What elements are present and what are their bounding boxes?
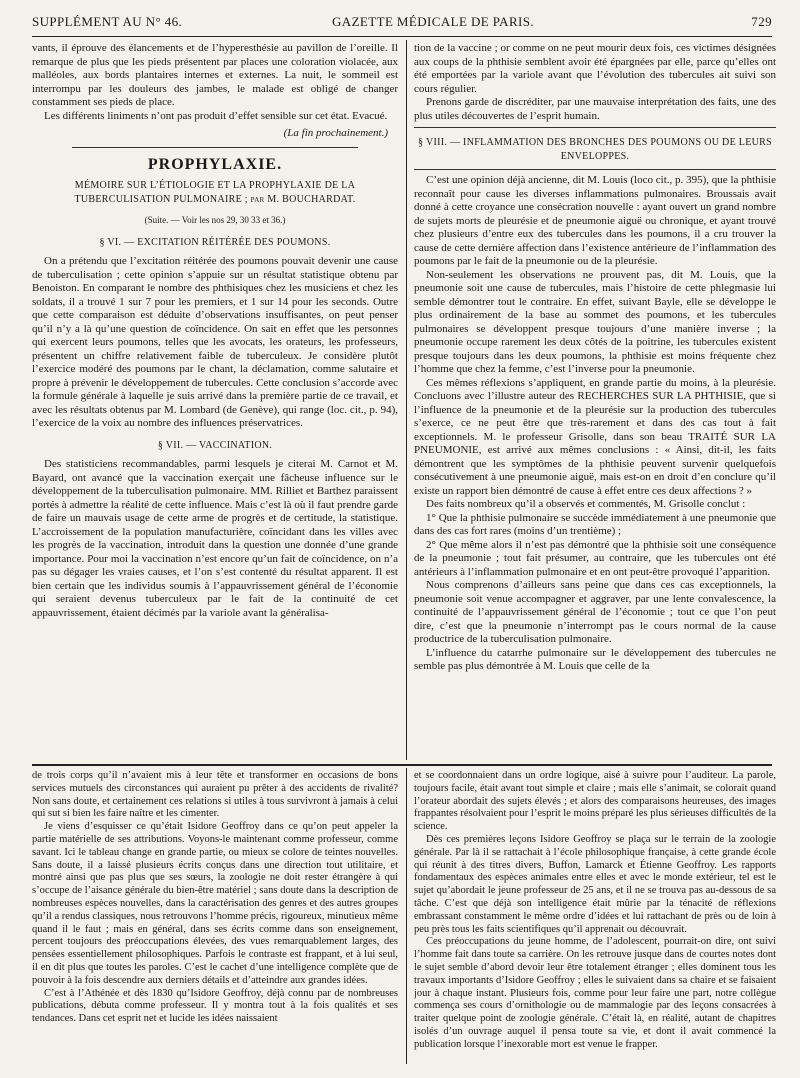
section-6-heading: § VI. — EXCITATION RÉITÉRÉE DES POUMONS. xyxy=(99,236,331,248)
article-title: PROPHYLAXIE. xyxy=(147,155,283,173)
vaccine-conclusion: Prenons garde de discréditer, par une mauvaise interprétation des faits, une des plus utiles découvertes de l’esprit humain. xyxy=(414,96,776,122)
journal-title: GAZETTE MÉDICALE DE PARIS. xyxy=(332,14,535,29)
header-rule xyxy=(32,36,772,37)
section-divider xyxy=(32,764,772,766)
continued-note: (La fin prochainement.) xyxy=(283,127,388,139)
upper-right-column xyxy=(414,42,776,758)
section-8-paragraph-6: L’influence du catarrhe pulmonaire sur le développement des tubercules ne semble pas plus démontrée à M. Louis que celle de la xyxy=(414,646,776,672)
column-divider-bottom xyxy=(406,768,407,1064)
section-8-heading: § VIII. — INFLAMMATION DES BRONCHES DES POUMONS OU DE LEURS ENVELOPPES. xyxy=(418,137,772,162)
case-paragraph-1: vants, il éprouve des élancements et de l’hyperesthésie au pavillon de l’oreille. Il remarque de plus que les pieds présentent par places une coloration violacée, aux malléoles, aux bords plantaires internes et externes. La nuit, le sommeil est interrompu par les douleurs des jambes, le malade est obligé de changer constamment ses pieds de place. xyxy=(32,42,398,108)
section-8-point-2: 2° Que même alors il n’est pas démontré que la phthisie soit une conséquence de la pneumonie ; tout fait présumer, au contraire, que les tubercules ont été antérieurs à l’inflammation pulmonaire et en ont peut-être provoqué l’apparition. xyxy=(414,538,776,578)
page-header xyxy=(32,12,772,36)
section-7-text: Des statisticiens recommandables, parmi lesquels je citerai M. Carnot et M. Bayard, ont avancé que la vaccination exerçait une fâcheuse influence sur le développement de la tuberculisation pulmonaire. MM. Rilliet et Barthez paraissent portés à admettre la réalité de cette influence. Mais c’est là où il faut prendre garde de faire un mauvais usage de cette arme de progrès et de certitude, la statistique. L’accroissement de la population manufacturière, coïncidant dans les villes avec les progrès de la vaccination, introduit dans la question une donnée d’une grande importance. Pour moi la vaccination n’est encore qu’un fait de coïncidence, on n’a pas su dégager les vraies causes, et l’on s’est contenté du résultat apparent. Il est bien certain que les individus soumis à l’appauvrissement général de l’économie qui seraient devenus tuberculeux par le fait de la continuité de cet appauvrissement, étaient décimés par la variole avant la généralisa- xyxy=(32,458,398,619)
page-number: 729 xyxy=(751,14,772,29)
upper-left-column xyxy=(32,42,398,758)
lower-left-column xyxy=(32,770,398,1066)
section-8-paragraph-3: Ces mêmes réflexions s’appliquent, en grande partie du moins, à la pleurésie. Concluons avec l’illustre auteur des RECHERCHES SUR LA PHTHISIE, que si l’influence de la pneumonie et de la pleurésie sur la production des tubercules s’exerce, ce ne peut être que très-rarement et dans des cas tout à fait exceptionnels. M. le professeur Grisolle, dans son beau TRAITÉ SUR LA PNEUMONIE, est arrivé aux mêmes conclusions : « Ainsi, dit-il, les faits démontrent que les symptômes de la phthisie peuvent survenir quelquefois consécutivement à une pneumonie aiguë, mais est-on en droit d’en conclure qu’il existe un rapport bien démontré de cause à effet entre ces deux affections ? » xyxy=(414,376,776,497)
lower-right-column xyxy=(414,770,776,1066)
section-8-rule-bottom xyxy=(414,169,776,170)
section-8-paragraph-5: Nous comprenons d’ailleurs sans peine que dans ces cas exceptionnels, la pneumonie soit venue accompagner et aggraver, par une lente convalescence, la continuité de l’appauvrissement général de l’économie ; tout ce que l’on peut dire, c’est que la pneumonie n’interrompt pas le cours normal de la cause productrice de la tuberculisation pulmonaire. xyxy=(414,579,776,645)
section-6-text: On a prétendu que l’excitation réitérée des poumons pouvait devenir une cause de tuberculisation ; cette opinion s’appuie sur un résultat statistique obtenu par Benoiston. En comparant le nombre des phthisiques chez les musiciens et chez les soldats, il a trouvé 1 sur 7 pour les premiers, et 1 sur 14 pour les seconds. Outre que cette comparaison est déduite d’observations insuffisantes, on peut penser qu’il n’y a là qu’une question de coïncidence. On sait en effet que les personnes qui exercent leurs poumons, telles que les avocats, les orateurs, les professeurs, présentent un chiffre relativement faible de tuberculeux. Je considère plutôt l’exercice modéré des poumons par le chant, la déclamation, comme salutaire et propre à prévenir le développement de tubercules. Cette conclusion s’accorde avec la formule générale à laquelle je suis arrivé dans la première partie de ce travail, et avec les résultats obtenus par M. Lombard (de Genève), qui range (loc. cit., p. 94), l’exercice de la voix au nombre des influences préservatrices. xyxy=(32,255,398,429)
vaccine-continued: tion de la vaccine ; or comme on ne peut mourir deux fois, ces victimes désignées aux coups de la phthisie semblent avoir été épargnées par elle, parce qu’elles ont été emportées par la variole avant que l’évolution des tubercules ait suivi son cours régulier. xyxy=(414,42,776,95)
article-subtitle: MÉMOIRE SUR L’ÉTIOLOGIE ET LA PROPHYLAXIE DE LA TUBERCULISATION PULMONAIRE ; par M. BOUCHARDAT. xyxy=(74,180,356,205)
section-7-heading: § VII. — VACCINATION. xyxy=(157,439,273,451)
section-8-rule xyxy=(414,127,776,128)
eulogy-paragraph-3: C’est à l’Athénée et dès 1830 qu’Isidore Geoffroy, déjà connu par de nombreuses publications, débuta comme professeur. Il y montra tout à la fois qualités et ses tendances. Dans cet esprit net et lucide les idées naissaient xyxy=(32,987,398,1025)
supplement-label: SUPPLÉMENT AU N° 46. xyxy=(32,14,183,29)
section-8-paragraph-4: Des faits nombreux qu’il a observés et commentés, M. Grisolle conclut : xyxy=(426,498,746,510)
section-8-paragraph-1: C’est une opinion déjà ancienne, dit M. Louis (loco cit., p. 395), que la phthisie reconnaît pour cause les diverses inflammations pulmonaires. Broussais avait donné à cette croyance une consécration nouvelle : ayant ouvert un grand nombre de sujets morts de pleurésie et de pneumonie aiguë ou chronique, et ayant trouvé chez plusieurs d’entre eux des tubercules dans les poumons, il a cru trouver la cause de cette dernière affection dans l’existence antérieure de l’inflammation des poumons par le fait de la pneumonie ou de la pleurésie. xyxy=(414,174,776,267)
article-separator xyxy=(72,147,358,148)
section-8-paragraph-2: Non-seulement les observations ne prouvent pas, dit M. Louis, que la pneumonie soit une cause de tubercules, mais l’histoire de cette phlegmasie lui semble démontrer tout le contraire. En effet, suivant Bayle, elle se développe le plus ordinairement de la base au sommet des poumons, et les tubercules pulmonaires se développent presque toujours d’une manière inverse ; la pneumonie occupe rarement les deux côtés de la poitrine, les tubercules existent presque toujours dans les deux poumons, la phthisie est moins fréquente chez l’homme que chez la femme, c’est l’inverse pour la pneumonie. xyxy=(414,268,776,375)
section-8-point-1: 1° Que la phthisie pulmonaire se succède immédiatement à une pneumonie que dans des cas fort rares (moins d’un trentième) ; xyxy=(414,511,776,537)
eulogy-paragraph-5: Dès ces premières leçons Isidore Geoffroy se plaça sur le terrain de la zoologie générale. Par là il se rattachait à l’école philosophique française, à cette grande école qui réunit à des titres divers, Buffon, Lamarck et Étienne Geoffroy. Les rapports fondamentaux des espèces animales entre elles et avec le monde extérieur, tel est le sujet qu’abordait le jeune professeur de 25 ans, et il ne se trouva pas au-dessous de sa tâche. C’est que déjà son intelligence était mûrie par la ténacité de réflexions embrassant constamment le même ordre d’idées et lui rattachant de près ou de loin à peu près tous les faits scientifiques qu’il apprenait ou découvrait. xyxy=(414,833,776,935)
eulogy-paragraph-6: Ces préoccupations du jeune homme, de l’adolescent, pourrait-on dire, ont suivi l’homme fait dans toute sa carrière. On les retrouve jusque dans de courtes notes dont le sujet semble d’abord devoir leur être totalement étranger ; elles dominent tous les travaux importants d’Isidore Geoffroy ; elles le suivaient dans sa chaire et se faisaient jour à chaque instant. Plusieurs fois, comme pour leur faire une part, notre collègue commença ses cours d’ornithologie ou de mammalogie par des leçons consacrées à traiter quelque point de zoologie générale. C’était là, en réalité, autant de chapitres isolés d’un ouvrage auquel il pensa toute sa vie, et dont il avait commencé la publication lorsque l’inexorable mort est venue le frapper. xyxy=(414,936,776,1050)
case-paragraph-2: Les différents liniments n’ont pas produit d’effet sensible sur cet état. Evacué. xyxy=(44,109,388,122)
column-divider-top xyxy=(406,40,407,760)
eulogy-paragraph-1: de trois corps qu’il n’avaient mis à leur tête et transformer en occasions de bons services mutuels des circonstances qui auraient pu prêter à des accidents de rivalité? Non sans doute, et certainement ces relations si utiles à tous survivront à jamais à celui qui sut si bien les faire naître et les cimenter. xyxy=(32,770,398,820)
eulogy-paragraph-2: Je viens d’esquisser ce qu’était Isidore Geoffroy dans ce qu’on peut appeler la partie matérielle de ses attributions. Voyons-le maintenant comme professeur, comme savant. Ici le tableau change en grande partie, ou mieux se colore de teintes nouvelles. Sans doute, il a laissé plusieurs écrits conçus dans une direction tout utilitaire, et montré ainsi que pas plus que ses sœurs, la zoologie ne doit rester étrangère à qui s’occupe de l’aisance générale du bien-être matériel ; sans doute dans la description de nombreuses espèces nouvelles, dans la caractérisation des genres et des autres groupes qu’il a rendus classiques, nous retrouvons l’homme précis, rigoureux, minutieux même quand il le faut ; mais en général, dans ses écrits comme dans son enseignement, percent toujours des préoccupations élevées, des vues remarquablement larges, des pensées essentiellement philosophiques. Parfois le contraste est frappant, et à lui seul, il en dit plus que toutes les paroles. C’est le cachet d’une intelligence complète que de pouvoir à la fois descendre aux derniers détails et d’atteindre aux grandes idées. xyxy=(32,821,398,986)
suite-note: (Suite. — Voir les nos 29, 30 33 et 36.) xyxy=(144,215,286,225)
eulogy-paragraph-4: et se coordonnaient dans un ordre logique, aisé à suivre pour l’auditeur. La parole, toujours facile, était avant tout simple et claire ; mais elle s’animait, se colorait quand l’orateur abordait des sujets élevés ; et alors des comparaisons heureuses, des images frappantes résolvaient pour l’esprit le moins préparé les plus sérieuses difficultés de la science. xyxy=(414,770,776,833)
